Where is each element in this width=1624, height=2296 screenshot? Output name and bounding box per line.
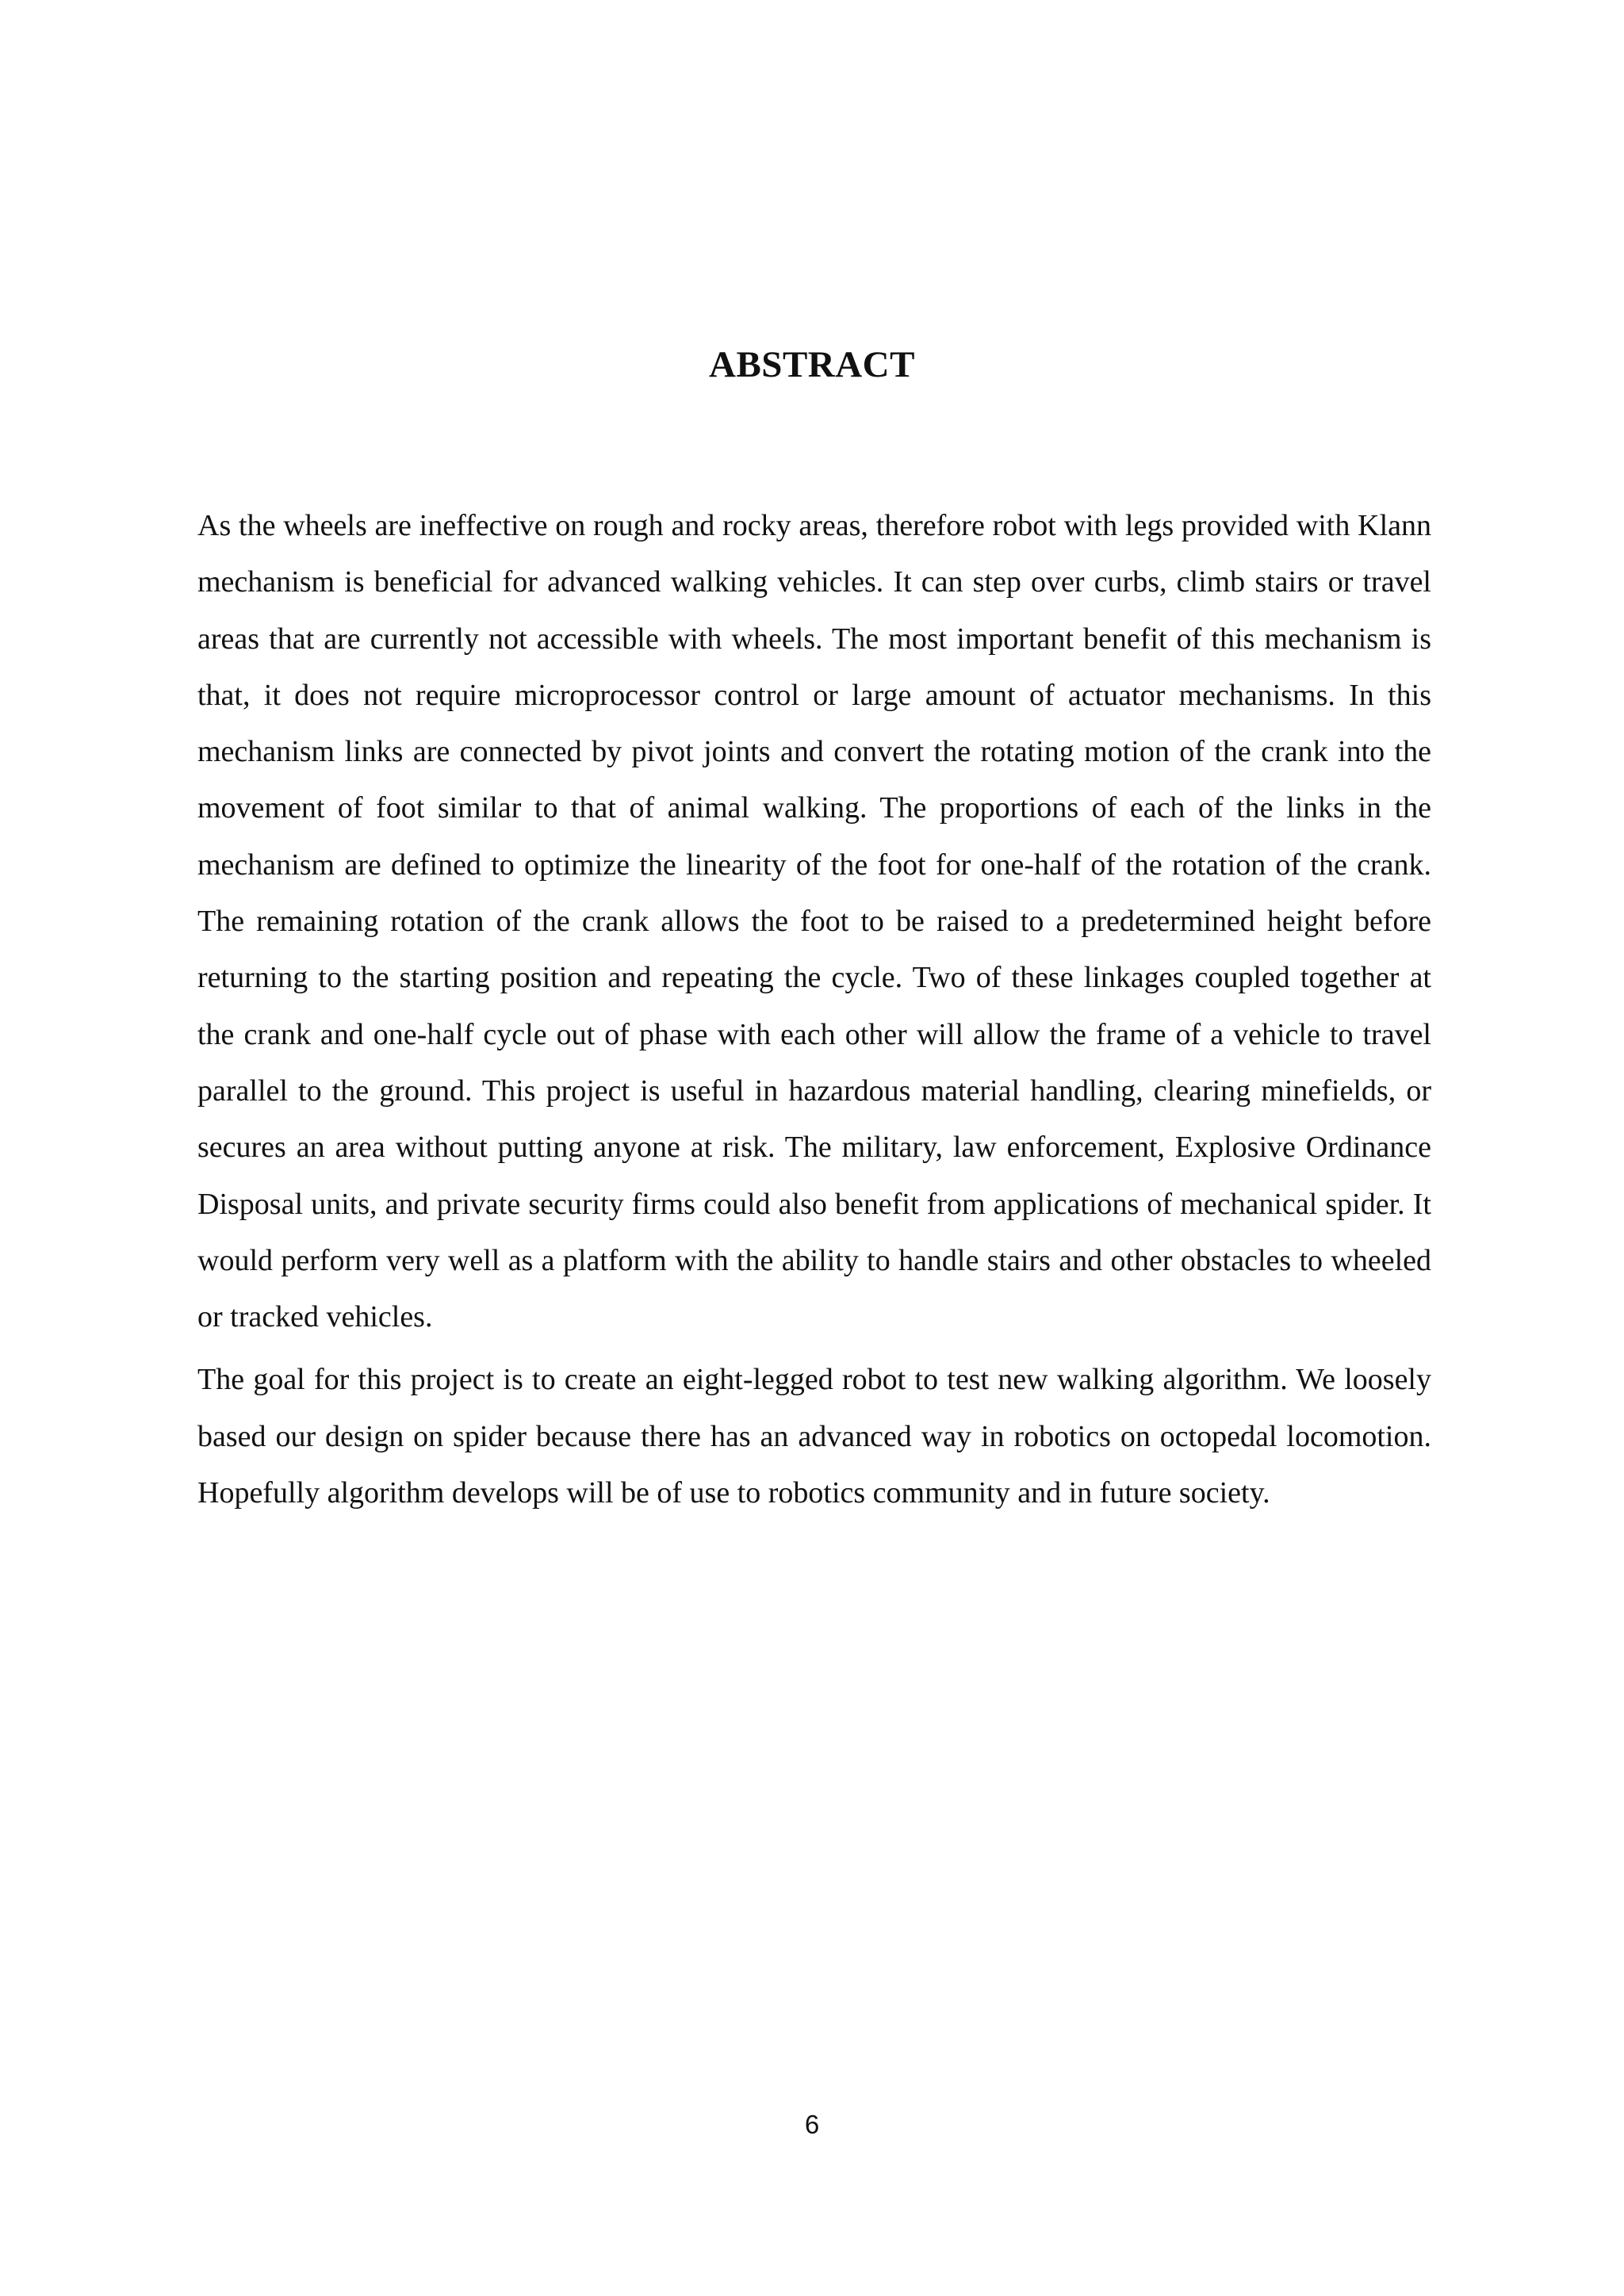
- page-number: 6: [804, 2110, 820, 2139]
- abstract-body: [197, 498, 1431, 1521]
- abstract-paragraph-1: As the wheels are ineffective on rough and rocky areas, therefore robot with legs provided with Klann mechanism is beneficial for advanced walking vehicles. It can step over curbs, climb stairs or travel areas that are currently not accessible with wheels. The most important benefit of this mechanism is that, it does not require microprocessor control or large amount of actuator mechanisms. In this mechanism links are connected by pivot joints and convert the rotating motion of the crank into the movement of foot similar to that of animal walking. The proportions of each of the links in the mechanism are defined to optimize the linearity of the foot for one-half of the rotation of the crank. The remaining rotation of the crank allows the foot to be raised to a predetermined height before returning to the starting position and repeating the cycle. Two of these linkages coupled together at the crank and one-half cycle out of phase with each other will allow the frame of a vehicle to travel parallel to the ground. This project is useful in hazardous material handling, clearing minefields, or secures an area without putting anyone at risk. The military, law enforcement, Explosive Ordinance Disposal units, and private security firms could also benefit from applications of mechanical spider. It would perform very well as a platform with the ability to handle stairs and other obstacles to wheeled or tracked vehicles.: [197, 509, 1431, 1334]
- abstract-paragraph-2: The goal for this project is to create an eight-legged robot to test new walking algorithm. We loosely based our design on spider because there has an advanced way in robotics on octopedal locomotion. Hopefully algorithm develops will be of use to robotics community and in future society.: [197, 1363, 1431, 1510]
- page-title: ABSTRACT: [709, 344, 915, 385]
